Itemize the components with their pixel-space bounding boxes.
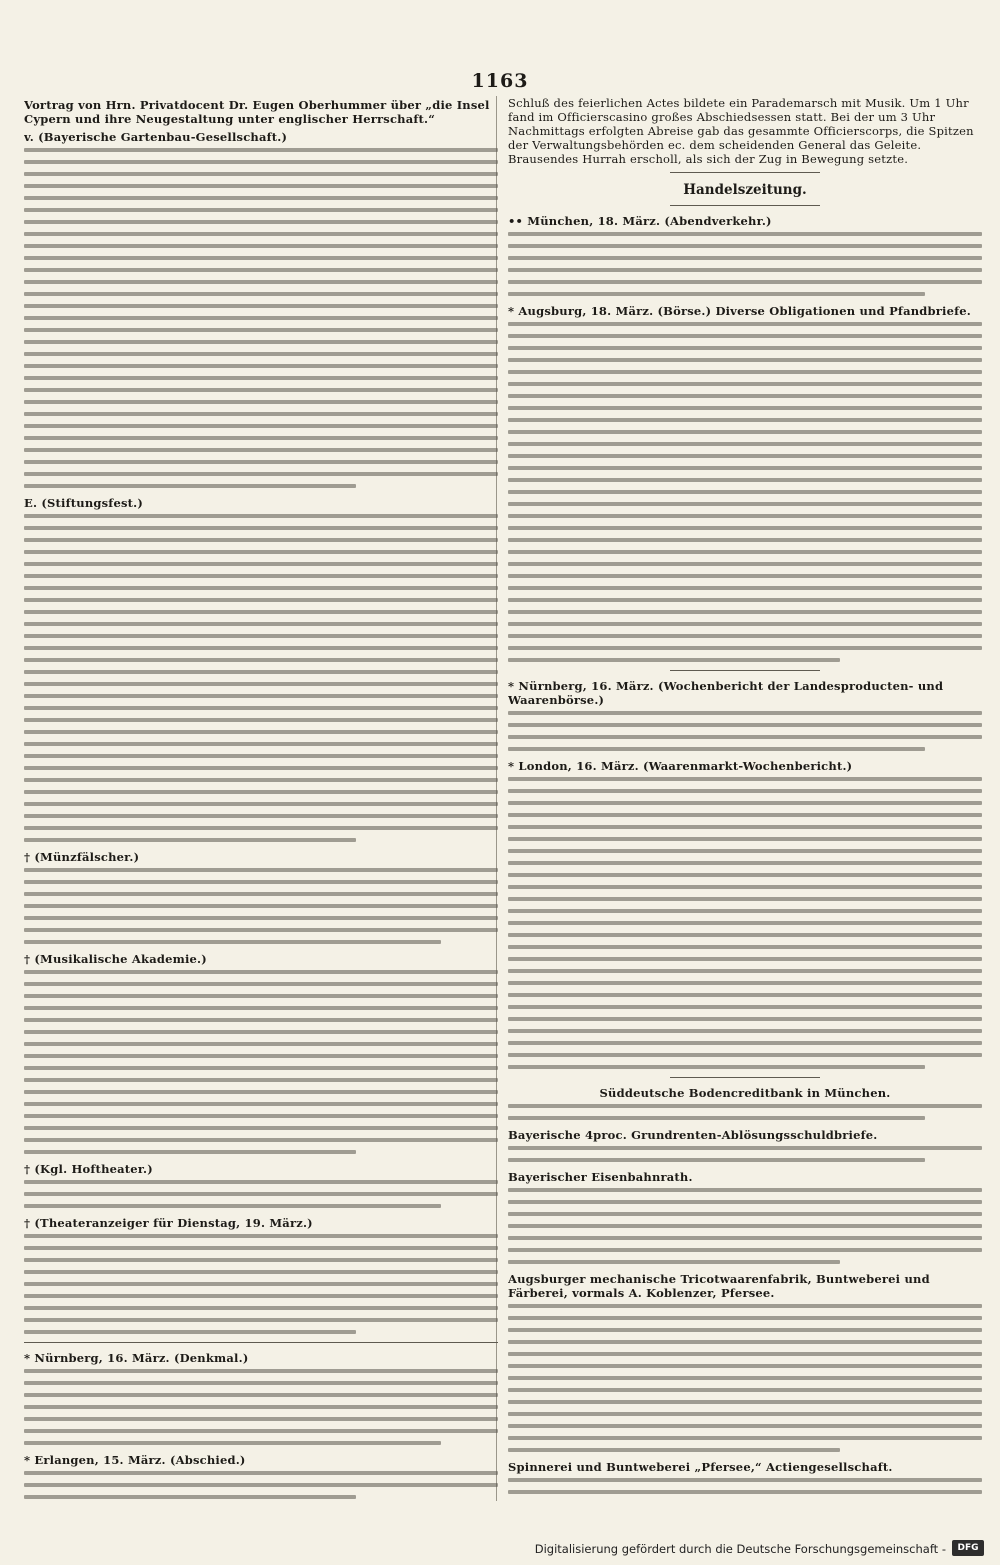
stiftungsfest-heading: E. (Stiftungsfest.): [24, 496, 143, 510]
nuernberg-denkmal-article-text: [24, 1369, 498, 1445]
muenzfaelscher-article-text: [24, 868, 498, 944]
spinnerei-heading: Spinnerei und Buntweberei „Pfersee,“ Actiengesellschaft.: [508, 1460, 893, 1474]
grundrenten-heading: Bayerische 4proc. Grundrenten-Ablösungsschuldbriefe.: [508, 1128, 878, 1142]
london-waarenmarkt-heading: * London, 16. März. (Waarenmarkt-Wochenbericht.): [508, 759, 853, 773]
section-rule: [670, 1077, 820, 1078]
section-rule: [670, 205, 820, 206]
gartenbau-article-text: [24, 148, 498, 488]
nuernberg-wochenbericht-text: [508, 711, 982, 751]
theateranzeiger-article-text: [24, 1234, 498, 1334]
eisenbahnrath-text: [508, 1188, 982, 1264]
hoftheater-article-text: [24, 1180, 498, 1208]
stiftungsfest-article-text: [24, 514, 498, 842]
nuernberg-denkmal-heading: * Nürnberg, 16. März. (Denkmal.): [24, 1351, 249, 1365]
muenchen-abendverkehr-heading: •• München, 18. März. (Abendverkehr.): [508, 214, 772, 228]
augsburg-boerse-text: [508, 322, 982, 662]
digitization-credit: Digitalisierung gefördert durch die Deutsche Forschungsgemeinschaft -: [534, 1542, 946, 1556]
tricotwaarenfabrik-heading: Augsburger mechanische Tricotwaarenfabrik, Buntweberei und Färberei, vormals A. Koblenzer, Pfersee.: [508, 1272, 930, 1300]
tricotwaarenfabrik-text: [508, 1304, 982, 1452]
page-number: 1163: [471, 70, 529, 92]
muenchen-abendverkehr-text: [508, 232, 982, 296]
nuernberg-wochenbericht-heading: * Nürnberg, 16. März. (Wochenbericht der Landesproducten- und Waarenbörse.): [508, 679, 944, 707]
erlangen-abschied-article-text: [24, 1471, 498, 1499]
section-rule: [670, 172, 820, 173]
muenzfaelscher-heading: † (Münzfälscher.): [24, 850, 140, 864]
left-column: [24, 96, 498, 1501]
grundrenten-text: [508, 1146, 982, 1162]
dfg-logo: DFG: [952, 1540, 984, 1556]
bodencreditbank-heading: Süddeutsche Bodencreditbank in München.: [599, 1086, 891, 1100]
musikalische-akademie-article-text: [24, 970, 498, 1154]
section-rule: [670, 670, 820, 671]
london-waarenmarkt-text: [508, 777, 982, 1069]
augsburg-boerse-heading: * Augsburg, 18. März. (Börse.) Diverse Obligationen und Pfandbriefe.: [508, 304, 971, 318]
musikalische-akademie-heading: † (Musikalische Akademie.): [24, 952, 207, 966]
erlangen-abschied-heading: * Erlangen, 15. März. (Abschied.): [24, 1453, 246, 1467]
hoftheater-heading: † (Kgl. Hoftheater.): [24, 1162, 153, 1176]
bodencreditbank-text: [508, 1104, 982, 1120]
lead-paragraph-heading: Vortrag von Hrn. Privatdocent Dr. Eugen Oberhummer über „die Insel Cypern und ihre Neugestaltung unter englischer Herrschaft.“: [24, 98, 490, 126]
eisenbahnrath-heading: Bayerischer Eisenbahnrath.: [508, 1170, 693, 1184]
handelszeitung-title: Handelszeitung.: [683, 182, 807, 198]
right-column: [508, 96, 982, 1501]
gartenbau-heading: v. (Bayerische Gartenbau-Gesellschaft.): [24, 130, 288, 144]
theateranzeiger-heading: † (Theateranzeiger für Dienstag, 19. März.): [24, 1216, 313, 1230]
digitization-footer: [0, 1540, 1000, 1560]
section-rule: [24, 1342, 498, 1343]
spinnerei-text: [508, 1478, 982, 1501]
ceremony-closing-text: Schluß des feierlichen Actes bildete ein Parademarsch mit Musik. Um 1 Uhr fand im Officierscasino großes Abschiedsessen statt. Bei der um 3 Uhr Nachmittags erfolgten Abreise gab das gesammte Officierscorps, die Spitzen der Verwaltungsbehörden ec. dem scheidenden General das Geleite. Brausendes Hurrah erscholl, als sich der Zug in Bewegung setzte.: [508, 96, 974, 166]
